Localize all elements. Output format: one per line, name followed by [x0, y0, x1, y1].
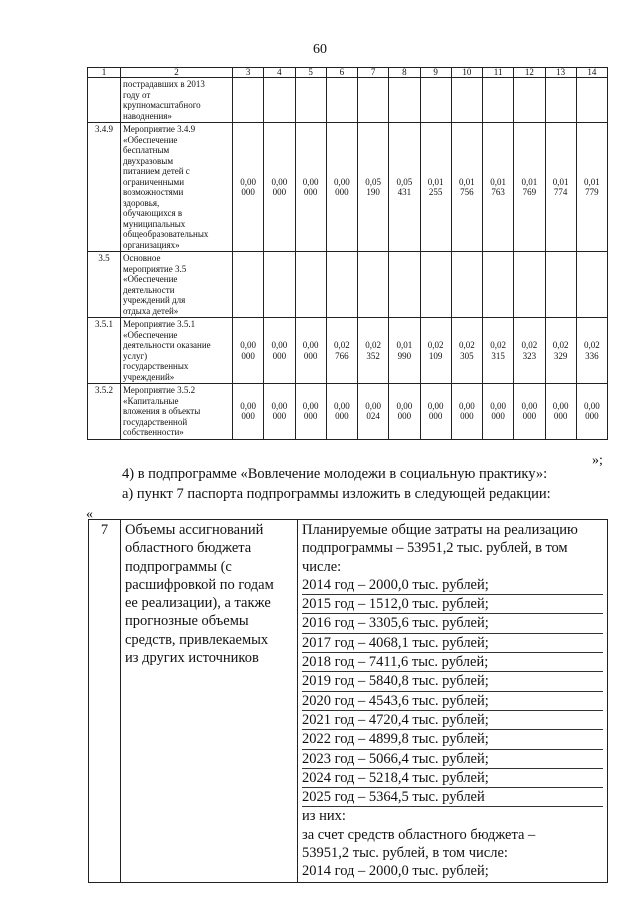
- value-cell: 0,00 000: [420, 384, 451, 440]
- row-name: [121, 384, 233, 440]
- value-cell: 0,02 352: [358, 318, 389, 384]
- content-line: 2020 год – 4543,6 тыс. рублей;: [302, 692, 603, 711]
- value-cell: 0,02 766: [326, 318, 357, 384]
- paragraph-item-7: а) пункт 7 паспорта подпрограммы изложить в следующей редакции:: [122, 486, 551, 502]
- row-name-line: году от: [123, 89, 151, 100]
- value-cell: [295, 252, 326, 318]
- value-cell: 0,01 990: [389, 318, 420, 384]
- table-row: [88, 123, 608, 252]
- column-header: 13: [545, 68, 576, 78]
- content-line: 2019 год – 5840,8 тыс. рублей;: [302, 672, 603, 691]
- value-cell: 0,02 305: [451, 318, 482, 384]
- value-cell: [545, 78, 576, 123]
- content-line: 2014 год – 2000,0 тыс. рублей;: [302, 576, 603, 595]
- value-cell: [233, 78, 264, 123]
- row-name-line: «Обеспечение: [123, 329, 178, 340]
- content-line: 2021 год – 4720,4 тыс. рублей;: [302, 711, 603, 730]
- row-name-line: деятельности оказание: [123, 340, 211, 350]
- row-name-line: общеобразовательных: [123, 229, 209, 239]
- value-cell: [358, 252, 389, 318]
- row-name-line: «Капитальные: [123, 395, 179, 406]
- row-name-line: «Обеспечение: [123, 274, 178, 284]
- label-line: Объемы ассигнований: [125, 522, 264, 538]
- row-name-line: Основное: [123, 253, 161, 263]
- column-header: 6: [326, 68, 357, 78]
- content-line: 2024 год – 5218,4 тыс. рублей;: [302, 769, 603, 788]
- row-name-line: муниципальных: [123, 218, 186, 229]
- page-number: 60: [313, 42, 327, 57]
- value-cell: 0,02 323: [514, 318, 545, 384]
- column-header: 10: [451, 68, 482, 78]
- content-line: 2016 год – 3305,6 тыс. рублей;: [302, 614, 603, 633]
- row-name-line: двухразовым: [123, 155, 174, 166]
- content-line: из них:: [302, 808, 346, 825]
- paragraph-subprogram: 4) в подпрограмме «Вовлечение молодежи в социальную практику»:: [122, 466, 548, 482]
- value-cell: 0,00 000: [389, 384, 420, 440]
- column-header: 2: [121, 68, 233, 78]
- passport-table: [88, 519, 608, 883]
- label-line: областного бюджета: [125, 540, 252, 557]
- content-line: числе:: [302, 558, 342, 575]
- row-name-line: крупномасштабного: [123, 100, 201, 110]
- column-header: 9: [420, 68, 451, 78]
- column-header: 5: [295, 68, 326, 78]
- content-line: 53951,2 тыс. рублей, в том числе:: [302, 845, 508, 862]
- value-cell: 0,01 769: [514, 123, 545, 252]
- row-name-line: мероприятие 3.5: [123, 263, 187, 274]
- row-name-line: отдыха детей»: [123, 305, 179, 316]
- content-line: 2015 год – 1512,0 тыс. рублей;: [302, 595, 603, 614]
- row-name-line: здоровья,: [123, 197, 160, 208]
- row-name-line: пострадавших в 2013: [123, 79, 205, 89]
- value-cell: 0,00 000: [576, 384, 607, 440]
- value-cell: 0,00 000: [545, 384, 576, 440]
- row-name: [121, 123, 233, 252]
- value-cell: 0,05 431: [389, 123, 420, 252]
- passport-item-content: [298, 520, 608, 883]
- value-cell: [326, 252, 357, 318]
- content-line: за счет средств областного бюджета –: [302, 826, 536, 843]
- value-cell: 0,00 000: [326, 384, 357, 440]
- column-header: 8: [389, 68, 420, 78]
- value-cell: 0,00 000: [264, 123, 295, 252]
- row-name-line: питанием детей с: [123, 166, 190, 176]
- passport-item-number: 7: [89, 520, 121, 883]
- row-name-line: возможностями: [123, 187, 184, 197]
- value-cell: 0,00 000: [233, 123, 264, 252]
- value-cell: 0,05 190: [358, 123, 389, 252]
- row-name-line: «Обеспечение: [123, 134, 178, 145]
- content-line: 2014 год – 2000,0 тыс. рублей;: [302, 863, 489, 880]
- label-line: из других источников: [125, 650, 259, 667]
- value-cell: 0,00 000: [264, 318, 295, 384]
- content-line: 2022 год – 4899,8 тыс. рублей;: [302, 730, 603, 749]
- table-header-row: [88, 68, 608, 78]
- value-cell: 0,00 000: [295, 123, 326, 252]
- value-cell: [420, 252, 451, 318]
- row-name-line: государственных: [123, 361, 189, 371]
- table-row: [88, 252, 608, 318]
- row-name-line: учреждений»: [123, 371, 175, 382]
- row-name-line: обучающихся в: [123, 208, 183, 218]
- content-line: 2025 год – 5364,5 тыс. рублей: [302, 788, 603, 807]
- column-header: 11: [483, 68, 514, 78]
- row-name-line: Мероприятие 3.4.9: [123, 124, 196, 134]
- table-row: [88, 78, 608, 123]
- value-cell: [389, 252, 420, 318]
- value-cell: [264, 252, 295, 318]
- row-name-line: организациях»: [123, 239, 180, 250]
- column-header: 1: [88, 68, 121, 78]
- row-name-line: бесплатным: [123, 145, 170, 155]
- row-name-line: Мероприятие 3.5.1: [123, 319, 196, 329]
- label-line: прогнозные объемы: [125, 613, 249, 630]
- value-cell: [576, 252, 607, 318]
- value-cell: [233, 252, 264, 318]
- label-line: подпрограммы (с: [125, 558, 232, 575]
- value-cell: [483, 78, 514, 123]
- value-cell: 0,01 779: [576, 123, 607, 252]
- value-cell: 0,00 000: [295, 384, 326, 440]
- value-cell: 0,00 000: [295, 318, 326, 384]
- content-line: 2018 год – 7411,6 тыс. рублей;: [302, 653, 603, 672]
- value-cell: [295, 78, 326, 123]
- table-row: [88, 318, 608, 384]
- value-cell: 0,02 329: [545, 318, 576, 384]
- value-cell: [264, 78, 295, 123]
- value-cell: [451, 252, 482, 318]
- value-cell: 0,01 255: [420, 123, 451, 252]
- row-name-line: государственной: [123, 416, 188, 427]
- column-header: 3: [233, 68, 264, 78]
- table-row: [88, 384, 608, 440]
- column-header: 7: [358, 68, 389, 78]
- opening-quote: «: [86, 507, 93, 522]
- row-name-line: вложения в объекты: [123, 406, 201, 416]
- value-cell: 0,01 774: [545, 123, 576, 252]
- value-cell: 0,00 000: [451, 384, 482, 440]
- value-cell: [545, 252, 576, 318]
- value-cell: [358, 78, 389, 123]
- row-name-line: деятельности: [123, 284, 175, 295]
- value-cell: 0,00 000: [483, 384, 514, 440]
- closing-quote: »;: [592, 453, 603, 468]
- row-code: 3.4.9: [88, 123, 121, 252]
- value-cell: [576, 78, 607, 123]
- row-name-line: учреждений для: [123, 295, 186, 305]
- label-line: средств, привлекаемых: [125, 631, 269, 648]
- value-cell: 0,02 336: [576, 318, 607, 384]
- row-code: 3.5.2: [88, 384, 121, 440]
- row-name: [121, 252, 233, 318]
- value-cell: [326, 78, 357, 123]
- content-line: 2017 год – 4068,1 тыс. рублей;: [302, 634, 603, 653]
- row-code: 3.5.1: [88, 318, 121, 384]
- row-name-line: наводнения»: [123, 110, 172, 121]
- row-name-line: ограниченными: [123, 176, 185, 187]
- content-line: 2023 год – 5066,4 тыс. рублей;: [302, 750, 603, 769]
- column-header: 14: [576, 68, 607, 78]
- column-header: 12: [514, 68, 545, 78]
- expenditure-table: [87, 67, 608, 440]
- passport-item-label: [121, 520, 298, 883]
- value-cell: [420, 78, 451, 123]
- value-cell: 0,00 000: [233, 318, 264, 384]
- value-cell: [451, 78, 482, 123]
- content-line: подпрограммы – 53951,2 тыс. рублей, в том: [302, 540, 568, 557]
- content-line: Планируемые общие затраты на реализацию: [302, 522, 578, 538]
- value-cell: 0,02 315: [483, 318, 514, 384]
- value-cell: [514, 78, 545, 123]
- label-line: ее реализации), а также: [125, 595, 271, 612]
- row-name-line: Мероприятие 3.5.2: [123, 385, 196, 395]
- value-cell: 0,01 756: [451, 123, 482, 252]
- value-cell: 0,00 000: [326, 123, 357, 252]
- value-cell: [514, 252, 545, 318]
- value-cell: [389, 78, 420, 123]
- passport-row: [89, 520, 608, 883]
- value-cell: [483, 252, 514, 318]
- value-cell: 0,00 000: [264, 384, 295, 440]
- row-code: 3.5: [88, 252, 121, 318]
- row-name: [121, 318, 233, 384]
- value-cell: 0,01 763: [483, 123, 514, 252]
- value-cell: 0,00 000: [233, 384, 264, 440]
- row-name: [121, 78, 233, 123]
- value-cell: 0,00 024: [358, 384, 389, 440]
- row-code: [88, 78, 121, 123]
- column-header: 4: [264, 68, 295, 78]
- row-name-line: собственности»: [123, 427, 184, 437]
- value-cell: 0,00 000: [514, 384, 545, 440]
- row-name-line: услуг): [123, 350, 148, 361]
- value-cell: 0,02 109: [420, 318, 451, 384]
- label-line: расшифровкой по годам: [125, 576, 274, 593]
